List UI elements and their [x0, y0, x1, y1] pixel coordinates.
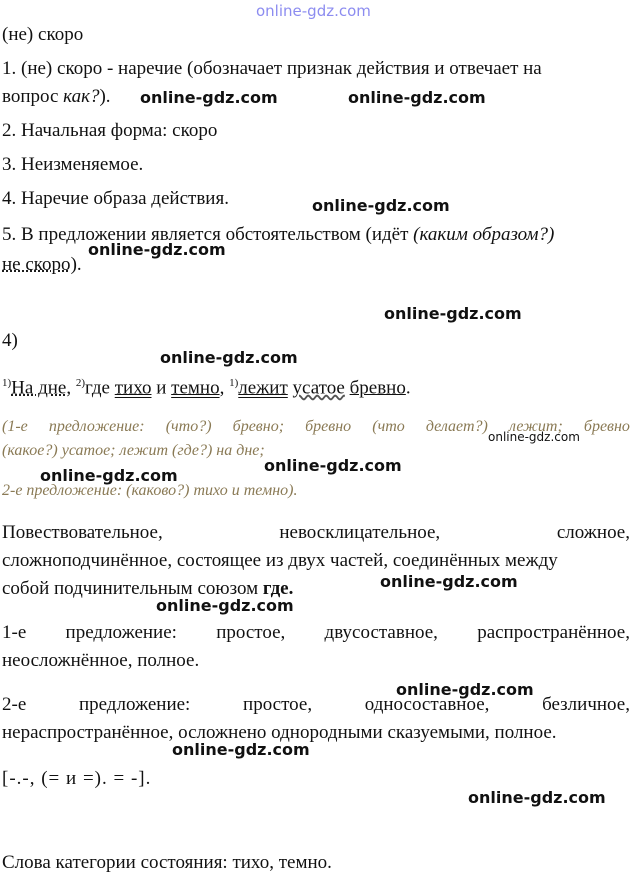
watermark: online-gdz.com [348, 88, 486, 107]
conjunction: где. [262, 578, 294, 599]
gloss-word: делает?) [425, 418, 488, 435]
watermark: online-gdz.com [468, 788, 606, 807]
part1-line-1 [2, 622, 630, 644]
gloss-line-3: 2-е предложение: (каково?) тихо и темно). [2, 482, 298, 499]
word-usatoe: усатое [292, 377, 345, 399]
watermark: online-gdz.com [312, 196, 450, 215]
part2-line-1 [2, 694, 630, 716]
analysis-point-1-line-1: 1. (не) скоро - наречие (обозначает признак действия и отвечает на [2, 58, 542, 79]
word-temno: темно [171, 377, 220, 399]
part1-word: предложение: [65, 622, 177, 643]
clause-index: 1) [2, 377, 12, 389]
part2-word: предложение: [78, 694, 191, 715]
heading: (не) скоро [2, 24, 84, 45]
watermark: online-gdz.com [140, 88, 278, 107]
part1-word: двусоставное, [324, 622, 438, 643]
gloss-word: (что?) [165, 418, 212, 435]
clause-index: 2) [75, 377, 86, 389]
analysis-point-4: 4. Наречие образа действия. [2, 188, 229, 209]
gloss-line-2: (какое?) усатое; лежит (где?) на дне; [2, 442, 265, 459]
watermark: online-gdz.com [156, 596, 294, 615]
word-gde: где [85, 377, 115, 399]
analysis-point-2: 2. Начальная форма: скоро [2, 120, 218, 141]
state-words: Слова категории состояния: тихо, темно. [2, 852, 332, 873]
word-lezhit: лежит [238, 377, 288, 399]
part2-word: простое, [243, 694, 313, 715]
task-number: 4) [2, 330, 18, 351]
clause-index: 1) [229, 377, 239, 389]
desc-word: Повествовательное, [2, 522, 163, 543]
watermark: online-gdz.com [264, 456, 402, 475]
analysis-point-5-line-1 [2, 224, 554, 246]
gloss-word: лежит; [508, 418, 563, 435]
question: как? [63, 86, 100, 107]
part1-word: простое, [216, 622, 286, 643]
part1-word: распространённое, [477, 622, 630, 643]
gloss-word: (что [372, 418, 405, 435]
part2-word: безличное, [542, 694, 630, 715]
watermark: online-gdz.com [396, 680, 534, 699]
task-sentence [2, 372, 411, 399]
word-brevno: бревно [349, 377, 406, 399]
part2-word: 2-е [2, 694, 27, 715]
part1-word: 1-е [2, 622, 27, 643]
analysis-point-1-line-2 [2, 86, 111, 108]
analysis-point-5-line-2 [2, 254, 82, 276]
gloss-word: (1-е [2, 418, 28, 435]
watermark: online-gdz.com [384, 304, 522, 323]
watermark: online-gdz.com [380, 572, 518, 591]
part2-word: односоставное, [364, 694, 490, 715]
text: , [66, 377, 76, 399]
part1-line-2: неосложнённое, полное. [2, 650, 200, 671]
part2-line-2: нераспространённое, осложнено однородными сказуемыми, полное. [2, 722, 557, 743]
watermark: online-gdz.com [160, 348, 298, 367]
gloss-word: бревно [583, 418, 630, 435]
watermark-top: online-gdz.com [256, 2, 371, 20]
sentence-scheme: [-.-, (= и =). = -]. [2, 768, 152, 789]
description-line-2: сложноподчинённое, состоящее из двух частей, соединённых между [2, 550, 558, 571]
text: вопрос [2, 86, 64, 107]
text: и [151, 377, 172, 399]
description-line-1 [2, 522, 630, 544]
circumstance-underline: не скоро [2, 254, 71, 275]
gloss-word: предложение: [48, 418, 145, 435]
watermark: online-gdz.com [88, 240, 226, 259]
text: 5. В предложении является обстоятельством (идёт [2, 224, 414, 245]
gloss-word: бревно [305, 418, 352, 435]
text: , [219, 377, 230, 399]
word-tiho: тихо [114, 377, 152, 399]
watermark: online-gdz.com [40, 466, 178, 485]
word-na-dne: На дне [11, 377, 67, 399]
analysis-point-3: 3. Неизменяемое. [2, 154, 144, 175]
desc-word: сложное, [556, 522, 630, 543]
desc-word: невосклицательное, [279, 522, 441, 543]
text: собой подчинительным союзом [2, 578, 263, 599]
gloss-word: бревно; [232, 418, 285, 435]
text: ). [99, 86, 111, 107]
watermark: online-gdz.com [488, 430, 580, 444]
text: ). [70, 254, 82, 275]
text: . [405, 377, 411, 399]
watermark: online-gdz.com [172, 740, 310, 759]
question: (каким образом?) [413, 224, 555, 245]
